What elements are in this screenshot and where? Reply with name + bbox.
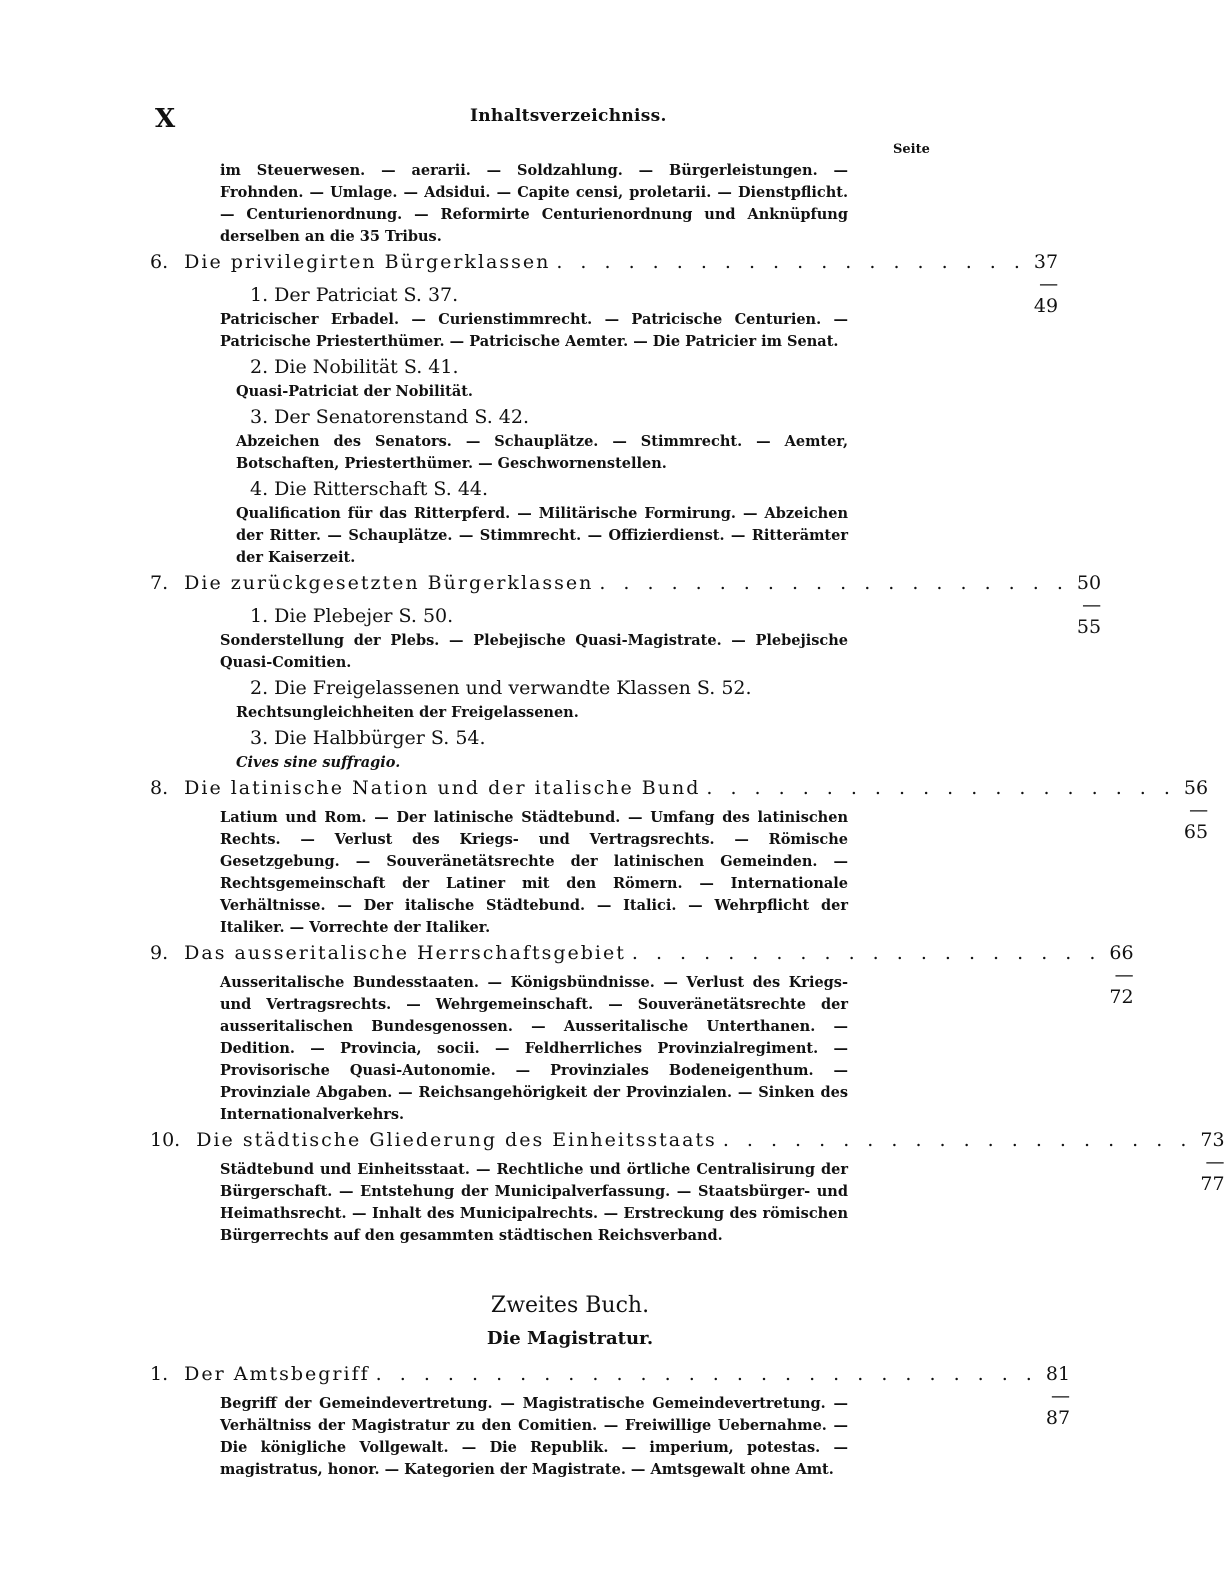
book-heading: Zweites Buch.	[490, 1293, 650, 1318]
subsection-description: Cives sine suffragio.	[236, 754, 401, 771]
leader-dots: . . . . . . . . . . . . . . . . . . . .	[599, 572, 1069, 594]
entry-title: Die privilegirten Bürgerklassen	[184, 251, 551, 273]
subsection-heading: 1. Die Plebejer S. 50.	[250, 605, 454, 627]
subsection-heading: 2. Die Freigelassenen und verwandte Klassen S. 52.	[250, 677, 752, 699]
entry-pages: 56—65	[1183, 777, 1209, 843]
entry-title: Der Amtsbegriff	[184, 1363, 370, 1385]
entry-title: Das ausseritalische Herrschaftsgebiet	[184, 942, 626, 964]
subsection-description: Abzeichen des Senators. — Schauplätze. — Stimmrecht. — Aemter, Botschaften, Priesterthümer. — Geschwornenstellen.	[236, 433, 848, 472]
leader-dots: . . . . . . . . . . . . . . . . . . . .	[722, 1129, 1193, 1151]
subsection-description: Sonderstellung der Plebs. — Plebejische Quasi-Magistrate. — Plebejische Quasi-Comitien.	[220, 632, 848, 671]
entry-number: 6.	[150, 251, 169, 273]
entry-number: 7.	[150, 572, 169, 594]
entry-pages: 66—72	[1109, 942, 1134, 1008]
running-title: Inhaltsverzeichniss.	[470, 106, 667, 126]
entry-number: 10.	[150, 1129, 181, 1151]
seite-label: Seite	[893, 142, 930, 157]
subsection-heading: 3. Die Halbbürger S. 54.	[250, 727, 486, 749]
entry-title: Die latinische Nation und der italische Bund	[184, 777, 701, 799]
toc-entry-10	[150, 1129, 1225, 1195]
intro-description: im Steuerwesen. — aerarii. — Soldzahlung. — Bürgerleistungen. — Frohnden. — Umlage. — Adsidui. — Capite censi, proletarii. — Dienstpflicht. — Centurienordnung. — Reformirte Centurienordnung und Anknüpfung derselben an die 35 Tribus.	[220, 162, 848, 245]
book-subtitle: Die Magistratur.	[486, 1328, 654, 1349]
entry-pages: 37—49	[1033, 251, 1059, 317]
entry-title: Die zurückgesetzten Bürgerklassen	[184, 572, 594, 594]
subsection-heading: 1. Der Patriciat S. 37.	[250, 284, 459, 306]
subsection-heading: 4. Die Ritterschaft S. 44.	[250, 478, 489, 500]
toc-entry-8	[150, 777, 1209, 843]
entry-description: Latium und Rom. — Der latinische Städtebund. — Umfang des latinischen Rechts. — Verlust des Kriegs- und Vertragsrechts. — Römische Gesetzgebung. — Souveränetätsrechte der latinischen Gemeinden. — Rechtsgemeinschaft der Latiner mit den Römern. — Internationale Verhältnisse. — Der italische Städtebund. — Italici. — Wehrpflicht der Italiker. — Vorrechte der Italiker.	[220, 809, 848, 936]
subsection-description: Rechtsungleichheiten der Freigelassenen.	[236, 704, 579, 721]
toc-entry-b2-1	[150, 1363, 1071, 1429]
entry-title: Die städtische Gliederung des Einheitsstaats	[196, 1129, 717, 1151]
table-of-contents	[150, 160, 1225, 1481]
entry-pages: 73—77	[1200, 1129, 1225, 1195]
entry-description: Begriff der Gemeindevertretung. — Magistratische Gemeindevertretung. — Verhältniss der Magistratur zu den Comitien. — Freiwillige Uebernahme. — Die königliche Vollgewalt. — Die Republik. — imperium, potestas. — magistratus, honor. — Kategorien der Magistrate. — Amtsgewalt ohne Amt.	[220, 1395, 848, 1478]
leader-dots: . . . . . . . . . . . . . . . . . . . .	[706, 777, 1176, 799]
subsection-description: Quasi-Patriciat der Nobilität.	[236, 383, 473, 400]
entry-pages: 50—55	[1076, 572, 1102, 638]
entry-number: 9.	[150, 942, 169, 964]
entry-number: 1.	[150, 1363, 169, 1385]
subsection-heading: 2. Die Nobilität S. 41.	[250, 356, 459, 378]
toc-entry-9	[150, 942, 1134, 1008]
leader-dots: . . . . . . . . . . . . . . . . . . . .	[631, 942, 1102, 964]
entry-description: Ausseritalische Bundesstaaten. — Königsbündnisse. — Verlust des Kriegs- und Vertragsrechts. — Wehrgemeinschaft. — Souveränetätsrechte der ausseritalischen Bundesgenossen. — Ausseritalische Unterthanen. — Dedition. — Provincia, socii. — Feldherrliches Provinzialregiment. — Provisorische Quasi-Autonomie. — Provinziales Bodeneigenthum. — Provinziale Abgaben. — Reichsangehörigkeit der Provinzialen. — Sinken des Internationalverkehrs.	[220, 974, 848, 1123]
subsection-description: Qualification für das Ritterpferd. — Militärische Formirung. — Abzeichen der Ritter. — Schauplätze. — Stimmrecht. — Offizierdienst. — Ritterämter der Kaiserzeit.	[236, 505, 848, 566]
subsection-description: Patricischer Erbadel. — Curienstimmrecht. — Patricische Centurien. — Patricische Priesterthümer. — Patricische Aemter. — Die Patricier im Senat.	[220, 311, 848, 350]
entry-description: Städtebund und Einheitsstaat. — Rechtliche und örtliche Centralisirung der Bürgerschaft. — Entstehung der Municipalverfassung. — Staatsbürger- und Heimathsrecht. — Inhalt des Municipalrechts. — Erstreckung des römischen Bürgerrechts auf den gesammten städtischen Reichsverband.	[220, 1161, 848, 1244]
leader-dots: . . . . . . . . . . . . . . . . . . . .	[556, 251, 1026, 273]
leader-dots: . . . . . . . . . . . . . . . . . . . . . . . . . . . .	[375, 1363, 1038, 1385]
page-number-roman: X	[155, 104, 176, 134]
entry-number: 8.	[150, 777, 169, 799]
subsection-heading: 3. Der Senatorenstand S. 42.	[250, 406, 530, 428]
entry-pages: 81—87	[1045, 1363, 1071, 1429]
